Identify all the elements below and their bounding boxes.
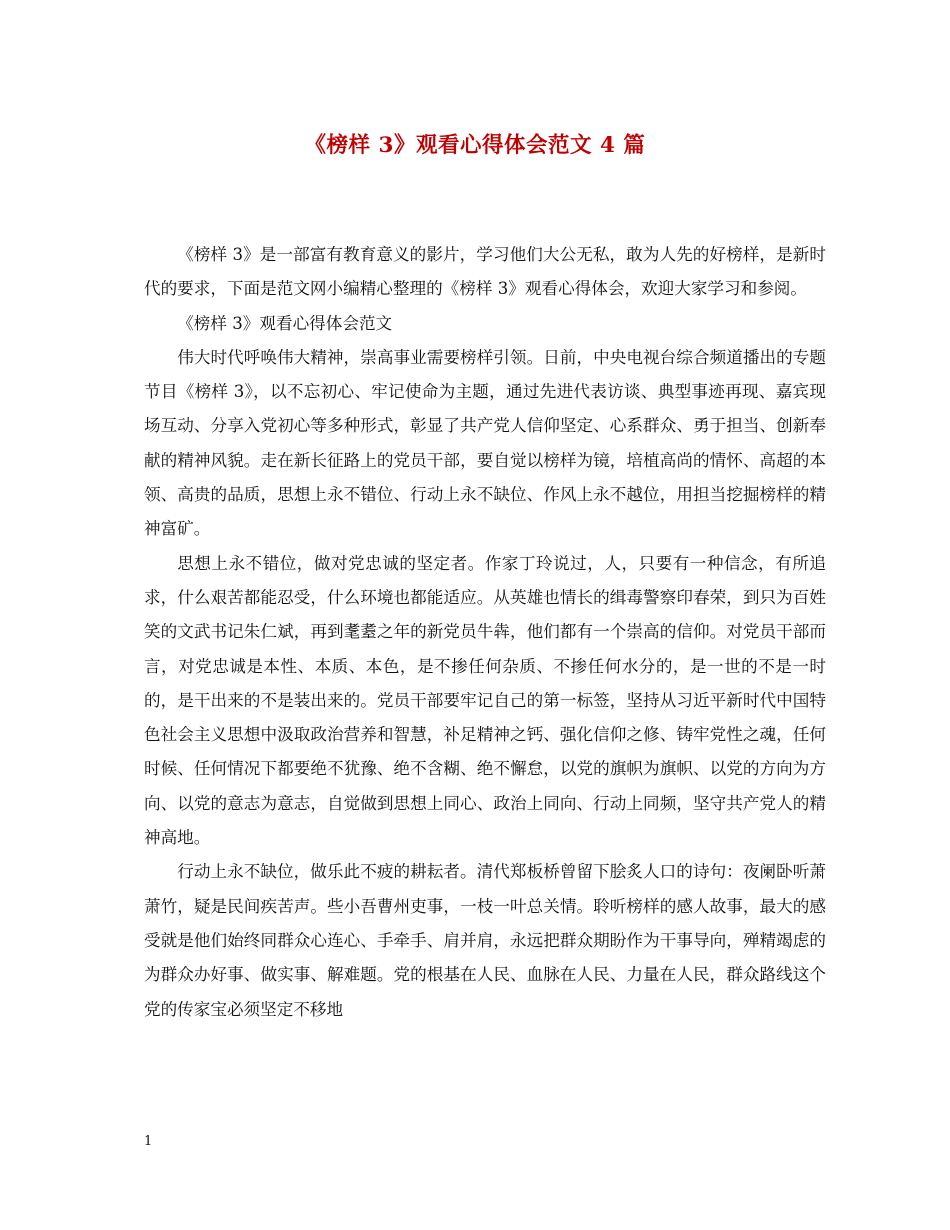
intro-paragraph: 《榜样 3》是一部富有教育意义的影片，学习他们大公无私，敢为人先的好榜样，是新时代的要求，下面是范文网小编精心整理的《榜样 3》观看心得体会，欢迎大家学习和参阅。 [144,245,826,299]
section-heading: 《榜样 3》观看心得体会范文 [177,313,393,333]
body-paragraph: 思想上永不错位，做对党忠诚的坚定者。作家丁玲说过，人，只要有一种信念，有所追求，什么艰苦都能忍受，什么环境也都能适应。从英雄也情长的缉毒警察印春荣，到只为百姓笑的文武书记朱仁斌，再到耄耋之年的新党员牛犇，他们都有一个崇高的信仰。对党员干部而言，对党忠诚是本性、本质、本色，是不掺任何杂质、不掺任何水分的，是一世的不是一时的，是干出来的不是装出来的。党员干部要牢记自己的第一标签，坚持从习近平新时代中国特色社会主义思想中汲取政治营养和智慧，补足精神之钙、强化信仰之修、铸牢党性之魂，任何时候、任何情况下都要绝不犹豫、绝不含糊、绝不懈怠，以党的旗帜为旗帜、以党的方向为方向、以党的意志为意志，自觉做到思想上同心、政治上同向、行动上同频，坚守共产党人的精神高地。 [144,553,826,848]
page-title: 《榜样 3》观看心得体会范文 4 篇 [304,133,646,158]
document-body [144,238,826,1027]
body-paragraph: 伟大时代呼唤伟大精神，崇高事业需要榜样引领。日前，中央电视台综合频道播出的专题节目《榜样 3》，以不忘初心、牢记使命为主题，通过先进代表访谈、典型事迹再现、嘉宾现场互动、分享入党初心等多种形式，彰显了共产党人信仰坚定、心系群众、勇于担当、创新奉献的精神风貌。走在新长征路上的党员干部，要自觉以榜样为镜，培植高尚的情怀、高超的本领、高贵的品质，思想上永不错位、行动上永不缺位、作风上永不越位，用担当挖掘榜样的精神富矿。 [144,347,826,539]
body-paragraph: 行动上永不缺位，做乐此不疲的耕耘者。清代郑板桥曾留下脍炙人口的诗句：夜阑卧听萧萧竹，疑是民间疾苦声。些小吾曹州吏事，一枝一叶总关情。聆听榜样的感人故事，最大的感受就是他们始终同群众心连心、手牵手、肩并肩，永远把群众期盼作为干事导向，殚精竭虑的为群众办好事、做实事、解难题。党的根基在人民、血脉在人民、力量在人民，群众路线这个党的传家宝必须坚定不移地 [144,862,826,1019]
page-number: 1 [144,1134,153,1149]
